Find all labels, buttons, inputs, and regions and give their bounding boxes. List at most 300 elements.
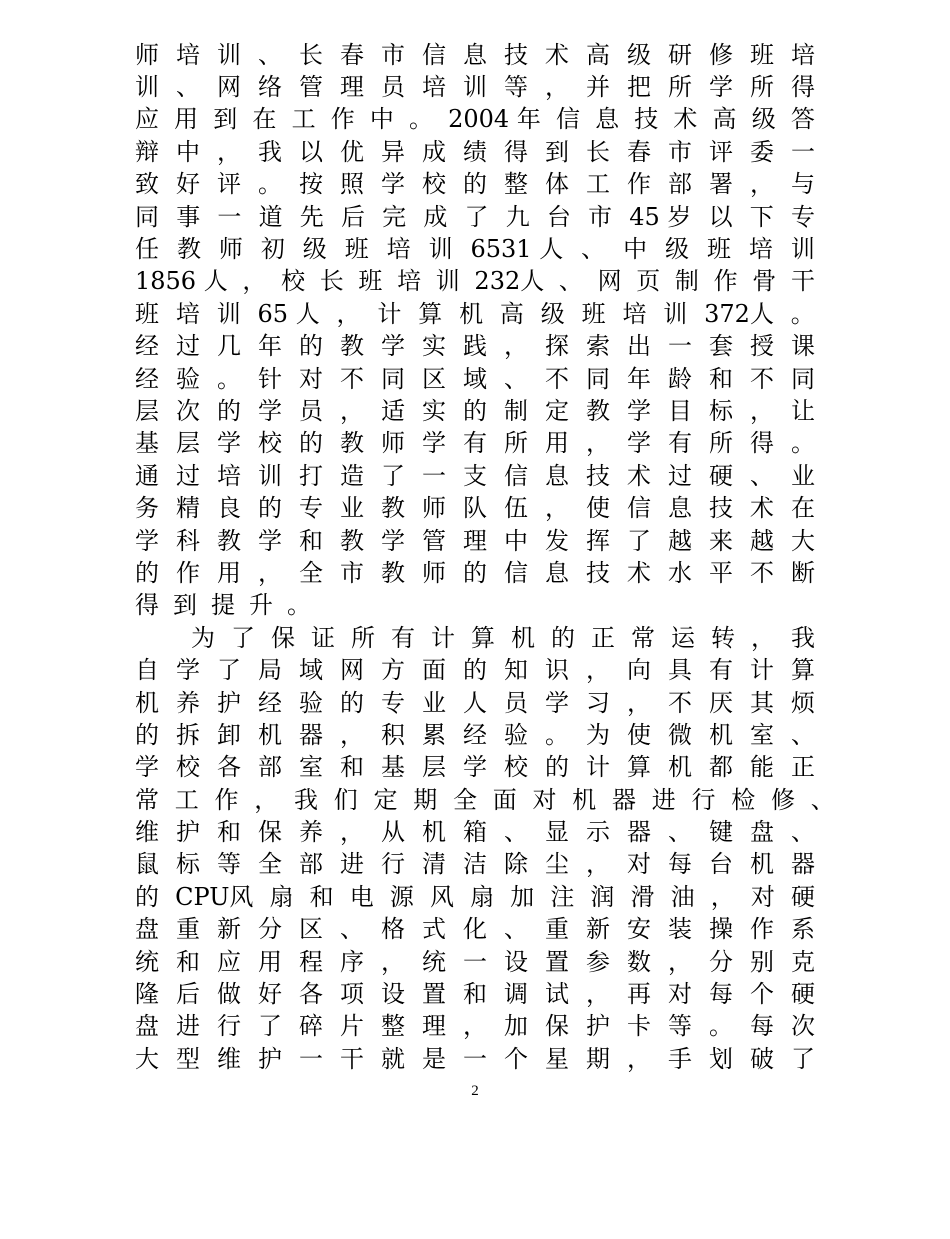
text-token: 局 xyxy=(258,656,282,685)
text-token: 机 xyxy=(135,688,159,717)
text-token: 我 xyxy=(791,623,815,652)
text-token: 、 xyxy=(791,818,815,847)
text-token: 技 xyxy=(586,558,610,587)
text-token: 知 xyxy=(504,656,528,685)
text-token: 培 xyxy=(175,299,200,328)
text-token: 、 xyxy=(176,73,200,102)
text-token: 署 xyxy=(709,170,733,199)
text-token: 级 xyxy=(540,299,565,328)
text-token: 计 xyxy=(586,753,610,782)
text-token: 我 xyxy=(258,137,282,166)
text-token: 作 xyxy=(750,915,774,944)
text-token: 一 xyxy=(463,947,487,976)
text-line xyxy=(135,392,815,424)
text-token: 干 xyxy=(340,1044,364,1073)
text-token: 行 xyxy=(691,785,716,814)
text-token: 基 xyxy=(135,429,159,458)
text-token: 新 xyxy=(217,915,241,944)
text-token: 好 xyxy=(258,980,282,1009)
text-token: 与 xyxy=(791,170,815,199)
text-token: 计 xyxy=(431,623,455,652)
text-token: 体 xyxy=(545,170,569,199)
text-token: 有 xyxy=(668,429,692,458)
text-token: 星 xyxy=(545,1044,569,1073)
text-token: 重 xyxy=(545,915,569,944)
text-token: 数 xyxy=(627,947,651,976)
text-token: 评 xyxy=(217,170,241,199)
text-token: 层 xyxy=(176,429,200,458)
text-token: 372人 xyxy=(704,299,774,328)
text-token: 、 xyxy=(340,915,364,944)
text-token: 学 xyxy=(381,526,405,555)
text-token: 各 xyxy=(217,753,241,782)
text-token: 息 xyxy=(595,105,620,134)
text-token: 信 xyxy=(422,40,446,69)
text-token: 有 xyxy=(391,623,415,652)
text-token: 维 xyxy=(217,1044,241,1073)
text-token: 显 xyxy=(545,818,569,847)
text-token: 级 xyxy=(751,105,776,134)
text-token: 绩 xyxy=(463,137,487,166)
text-token: 能 xyxy=(750,753,774,782)
text-token: ， xyxy=(340,397,364,425)
text-token: 研 xyxy=(668,40,692,69)
text-line xyxy=(135,328,815,360)
text-token: 业 xyxy=(422,688,446,717)
text-token: 用 xyxy=(258,947,282,976)
text-token: 为 xyxy=(191,623,215,652)
text-token: 再 xyxy=(627,980,651,1009)
text-token: 和 xyxy=(217,818,241,847)
text-token: 手 xyxy=(668,1044,692,1073)
text-token: 践 xyxy=(463,332,487,361)
text-token: 正 xyxy=(591,623,615,652)
text-token: 置 xyxy=(545,947,569,976)
text-token: 到 xyxy=(213,105,238,134)
text-token: 不 xyxy=(668,688,692,717)
text-token: 培 xyxy=(397,267,422,296)
text-token: 一 xyxy=(422,461,446,490)
text-token: 机 xyxy=(511,623,535,652)
text-token: 从 xyxy=(381,818,405,847)
text-token: 验 xyxy=(504,720,528,749)
text-token: 的 xyxy=(135,882,159,911)
text-token: 对 xyxy=(299,364,323,393)
text-token: 盘 xyxy=(135,915,159,944)
text-token: 。 xyxy=(791,429,815,458)
text-token: 为 xyxy=(586,720,610,749)
text-token: 在 xyxy=(252,105,277,134)
text-token: ， xyxy=(627,688,651,717)
text-token: 用 xyxy=(545,429,569,458)
text-token: 用 xyxy=(217,558,241,587)
text-token: 硬 xyxy=(709,461,733,490)
text-token: 师 xyxy=(422,494,446,523)
text-token: 常 xyxy=(631,623,655,652)
text-token: 下 xyxy=(749,202,774,231)
text-token: 信 xyxy=(627,494,651,523)
text-token: 定 xyxy=(373,785,398,814)
text-token: 电 xyxy=(349,882,374,911)
text-line xyxy=(135,360,815,392)
text-token: 干 xyxy=(790,267,815,296)
text-token: 程 xyxy=(299,947,323,976)
text-token: 扇 xyxy=(470,882,495,911)
text-token: 的 xyxy=(463,170,487,199)
text-token: 学 xyxy=(135,753,159,782)
text-token: 春 xyxy=(340,40,364,69)
text-token: 评 xyxy=(709,137,733,166)
text-token: 式 xyxy=(422,915,446,944)
text-token: 精 xyxy=(176,494,200,523)
text-token: 页 xyxy=(636,267,661,296)
text-token: 校 xyxy=(281,267,306,296)
text-token: 目 xyxy=(668,397,692,425)
text-token: 器 xyxy=(627,818,651,847)
text-token: 部 xyxy=(299,850,323,879)
text-token: 初 xyxy=(260,235,285,264)
text-line xyxy=(135,101,815,133)
text-token: 针 xyxy=(258,364,282,393)
text-token: 网 xyxy=(597,267,622,296)
text-token: 管 xyxy=(299,73,323,102)
text-token: 不 xyxy=(545,364,569,393)
text-token: 示 xyxy=(586,818,610,847)
text-token: 期 xyxy=(413,785,438,814)
text-line xyxy=(135,1008,815,1040)
text-token: 教 xyxy=(340,429,364,458)
text-token: 学 xyxy=(463,753,487,782)
text-line xyxy=(135,684,815,716)
text-token: 的 xyxy=(340,688,364,717)
text-token: 、 xyxy=(750,461,774,490)
text-line xyxy=(135,1040,815,1072)
text-token: 的 xyxy=(135,720,159,749)
text-token: 打 xyxy=(299,461,323,490)
text-token: 支 xyxy=(463,461,487,490)
text-line xyxy=(135,846,815,878)
text-token: 培 xyxy=(748,235,773,264)
text-token: 的 xyxy=(258,494,282,523)
text-token: 训 xyxy=(663,299,688,328)
text-token: 信 xyxy=(504,558,528,587)
text-token: 就 xyxy=(381,1044,405,1073)
text-token: 置 xyxy=(422,980,446,1009)
text-token: 工 xyxy=(586,170,610,199)
text-token: 护 xyxy=(258,1044,282,1073)
text-token: 行 xyxy=(217,1012,241,1041)
text-token: 使 xyxy=(627,720,651,749)
text-token: 良 xyxy=(217,494,241,523)
text-line xyxy=(135,716,815,748)
text-token: 累 xyxy=(422,720,446,749)
text-token: 证 xyxy=(311,623,335,652)
text-token: 索 xyxy=(586,332,610,361)
text-token: 训 xyxy=(428,235,453,264)
text-token: 伍 xyxy=(504,494,528,523)
text-token: 员 xyxy=(299,397,323,425)
text-token: 6531 人 xyxy=(470,235,564,264)
text-line xyxy=(135,749,815,781)
text-token: 护 xyxy=(586,1012,610,1041)
text-token: ， xyxy=(258,558,282,587)
text-token: 经 xyxy=(463,720,487,749)
text-token: 按 xyxy=(299,170,323,199)
text-token: 同 xyxy=(586,364,610,393)
text-token: 实 xyxy=(422,397,446,425)
text-token: 网 xyxy=(340,656,364,685)
text-token: 了 xyxy=(381,461,405,490)
text-token: 学 xyxy=(258,526,282,555)
text-token: 机 xyxy=(750,850,774,879)
text-token: 算 xyxy=(791,656,815,685)
text-token: 系 xyxy=(791,915,815,944)
text-token: 经 xyxy=(135,364,159,393)
text-token: 训 xyxy=(135,73,159,102)
text-token: 技 xyxy=(634,105,659,134)
text-token: 发 xyxy=(545,526,569,555)
text-token: 得 xyxy=(791,73,815,102)
text-token: 鼠 xyxy=(135,850,159,879)
text-token: 得 xyxy=(135,591,159,620)
text-token: 区 xyxy=(422,364,446,393)
text-token: 碎 xyxy=(299,1012,323,1041)
text-token: 标 xyxy=(709,397,733,425)
text-token: 、 xyxy=(791,720,815,749)
text-token: 统 xyxy=(135,947,159,976)
text-token: 学 xyxy=(545,688,569,717)
text-token: 1856 人 xyxy=(135,267,228,296)
text-token: 机 xyxy=(459,299,484,328)
text-token: 片 xyxy=(340,1012,364,1041)
text-token: 安 xyxy=(627,915,651,944)
text-token: 任 xyxy=(135,235,159,264)
text-token: 后 xyxy=(176,980,200,1009)
text-token: 划 xyxy=(709,1044,733,1073)
text-token: 同 xyxy=(381,364,405,393)
text-token: 师 xyxy=(218,235,243,264)
text-token: 烦 xyxy=(791,688,815,717)
text-token: 全 xyxy=(453,785,477,814)
text-token: 做 xyxy=(217,980,241,1009)
text-token: 息 xyxy=(545,461,569,490)
text-token: 2004 年 xyxy=(448,105,541,134)
text-token: 员 xyxy=(381,73,405,102)
text-token: ， xyxy=(668,947,692,976)
text-token: 隆 xyxy=(135,980,159,1009)
text-token: 硬 xyxy=(791,980,815,1009)
text-token: 务 xyxy=(135,494,159,523)
text-token: 滑 xyxy=(630,882,655,911)
text-token: 修 xyxy=(709,40,733,69)
text-token: 和 xyxy=(463,980,487,1009)
text-token: 键 xyxy=(709,818,733,847)
text-token: 探 xyxy=(545,332,569,361)
text-token: 机 xyxy=(572,785,597,814)
text-token: 培 xyxy=(217,461,241,490)
text-token: 班 xyxy=(344,235,369,264)
text-token: 训 xyxy=(463,73,487,102)
text-token: 不 xyxy=(750,364,774,393)
text-token: 训 xyxy=(217,40,241,69)
text-token: 作 xyxy=(330,105,355,134)
text-token: 的 xyxy=(545,753,569,782)
text-token: 有 xyxy=(463,429,487,458)
text-token: 。 xyxy=(408,105,433,134)
text-token: 所 xyxy=(709,429,733,458)
text-token: 其 xyxy=(750,688,774,717)
text-token: 进 xyxy=(176,1012,200,1041)
text-line xyxy=(135,36,815,68)
text-token: 术 xyxy=(750,494,774,523)
text-line xyxy=(135,133,815,165)
text-token: 验 xyxy=(299,688,323,717)
text-token: 面 xyxy=(492,785,517,814)
text-token: ， xyxy=(242,267,267,296)
text-token: 一 xyxy=(463,1044,487,1073)
text-token: 经 xyxy=(258,688,282,717)
text-token: 向 xyxy=(627,656,651,685)
text-token: 各 xyxy=(299,980,323,1009)
text-token: 注 xyxy=(550,882,575,911)
text-token: 培 xyxy=(386,235,411,264)
text-token: 出 xyxy=(627,332,651,361)
text-token: 培 xyxy=(622,299,647,328)
text-token: 得 xyxy=(504,137,528,166)
text-token: 机 xyxy=(258,720,282,749)
text-token: 每 xyxy=(750,1012,774,1041)
text-token: 室 xyxy=(299,753,323,782)
text-token: 过 xyxy=(668,461,692,490)
text-token: 好 xyxy=(176,170,200,199)
text-line xyxy=(135,230,815,262)
text-line xyxy=(135,166,815,198)
text-token: 进 xyxy=(651,785,676,814)
text-token: 期 xyxy=(586,1044,610,1073)
text-token: ， xyxy=(710,882,735,911)
text-token: 管 xyxy=(422,526,446,555)
text-token: 市 xyxy=(668,137,692,166)
text-token: ， xyxy=(627,1044,651,1073)
text-token: 、 xyxy=(504,818,528,847)
text-token: 一 xyxy=(299,1044,323,1073)
text-token: 教 xyxy=(340,332,364,361)
text-token: 息 xyxy=(463,40,487,69)
text-token: 设 xyxy=(381,980,405,1009)
text-token: 信 xyxy=(555,105,580,134)
text-token: 一 xyxy=(217,202,242,231)
text-token: 专 xyxy=(381,688,405,717)
text-token: ， xyxy=(217,137,241,166)
text-token: 次 xyxy=(791,1012,815,1041)
text-token: 理 xyxy=(463,526,487,555)
text-token: 检 xyxy=(731,785,756,814)
text-token: 。 xyxy=(709,1012,733,1041)
text-token: ， xyxy=(381,947,405,976)
text-token: ， xyxy=(750,170,774,199)
text-token: 。 xyxy=(287,591,311,620)
text-token: 理 xyxy=(422,1012,446,1041)
text-token: 以 xyxy=(299,137,323,166)
text-token: 、 xyxy=(504,915,528,944)
text-token: 培 xyxy=(176,40,200,69)
text-token: 网 xyxy=(217,73,241,102)
text-token: 的 xyxy=(299,429,323,458)
text-token: 统 xyxy=(422,947,446,976)
text-token: 的 xyxy=(135,558,159,587)
text-token: 培 xyxy=(791,40,815,69)
text-token: ， xyxy=(463,1012,487,1041)
text-token: 并 xyxy=(586,73,610,102)
text-token: 术 xyxy=(627,558,651,587)
text-token: 致 xyxy=(135,170,159,199)
text-token: 授 xyxy=(750,332,774,361)
text-token: 分 xyxy=(258,915,282,944)
text-token: 越 xyxy=(750,526,774,555)
text-token: 和 xyxy=(340,753,364,782)
text-token: 班 xyxy=(358,267,383,296)
text-token: 适 xyxy=(381,397,405,425)
text-token: 应 xyxy=(217,947,241,976)
text-token: 层 xyxy=(422,753,446,782)
text-token: 保 xyxy=(258,818,282,847)
text-token: 息 xyxy=(545,558,569,587)
text-token: 工 xyxy=(174,785,199,814)
text-token: 整 xyxy=(381,1012,405,1041)
text-token: 了 xyxy=(791,1044,815,1073)
text-token: 完 xyxy=(382,202,407,231)
text-token: 的 xyxy=(463,558,487,587)
text-token: 厌 xyxy=(709,688,733,717)
text-token: 硬 xyxy=(790,882,815,911)
text-token: 学 xyxy=(176,656,200,685)
text-token: 专 xyxy=(790,202,815,231)
text-token: 每 xyxy=(668,850,692,879)
text-token: 运 xyxy=(671,623,695,652)
text-token: 校 xyxy=(504,753,528,782)
text-token: 保 xyxy=(271,623,295,652)
text-token: 师 xyxy=(135,40,159,69)
text-token: 。 xyxy=(790,299,815,328)
text-token: 技 xyxy=(504,40,528,69)
text-token: 学 xyxy=(258,397,282,425)
text-line xyxy=(135,911,815,943)
text-token: 龄 xyxy=(668,364,692,393)
text-token: ， xyxy=(586,429,610,458)
text-token: 学 xyxy=(422,429,446,458)
text-token: 级 xyxy=(665,235,690,264)
text-token: 不 xyxy=(340,364,364,393)
text-token: 不 xyxy=(750,558,774,587)
text-token: 校 xyxy=(176,753,200,782)
text-token: 装 xyxy=(668,915,692,944)
text-token: 域 xyxy=(299,656,323,685)
text-token: 校 xyxy=(258,429,282,458)
text-token: 学 xyxy=(381,170,405,199)
text-token: 用 xyxy=(174,105,199,134)
text-token: 新 xyxy=(586,915,610,944)
text-token: 风 xyxy=(429,882,454,911)
text-token: 对 xyxy=(668,980,692,1009)
text-token: 计 xyxy=(377,299,402,328)
text-token: 盘 xyxy=(750,818,774,847)
text-token: 等 xyxy=(504,73,528,102)
text-token: 微 xyxy=(668,720,692,749)
text-token: 除 xyxy=(504,850,528,879)
text-token: 优 xyxy=(340,137,364,166)
text-token: 区 xyxy=(299,915,323,944)
text-token: 套 xyxy=(709,332,733,361)
